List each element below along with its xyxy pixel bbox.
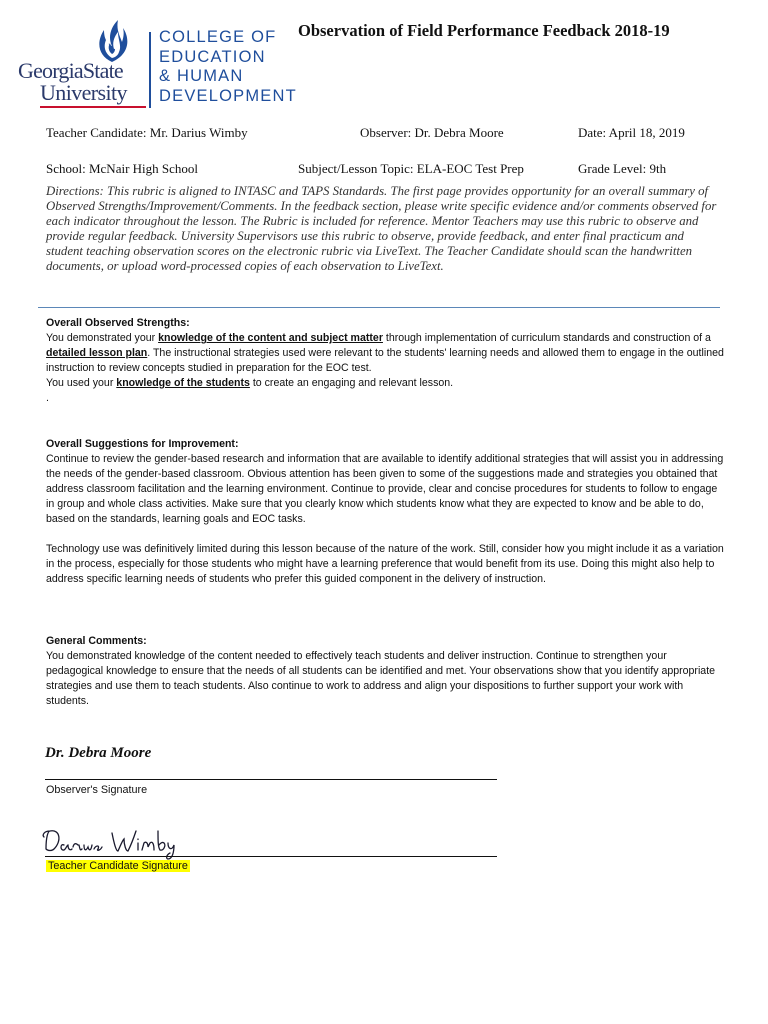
improvement-paragraph-1: Continue to review the gender-based research and information that are available to identify additional strategies that will assist you in addressing the needs of the gender-based classroom. Obvious attention has been given to some of the suggestions made and strategies you obtained that address classroom facilitation and the learning environment. Continue to provide, clear and concise procedures for students to follow to engage in group and whole class activities. Make sure that you clearly know which students know what they are expected to know and be able to do, based on the standards, learning goals and EOC tasks.: [46, 453, 724, 525]
observer-signature-label: Observer's Signature: [46, 784, 148, 796]
college-wordmark: COLLEGE OF EDUCATION & HUMAN DEVELOPMENT: [159, 28, 297, 105]
strengths-paragraph-1: You demonstrated your knowledge of the content and subject matter through implementation of curriculum standards and construction of a detailed lesson plan. The instructional strategies used were relevant to the students' learning needs and allowed them to engage in the outlined instruction to review concepts studied in preparation for the EOC test.: [46, 332, 724, 374]
improvement-paragraph-2: Technology use was definitively limited during this lesson because of the nature of the work. Still, consider how you might include it as a variation in the process, especially for those students who might have a learning preference that would benefit from its use. Doing this might also help to address specific learning needs of students who prefer this guided component in the delivery of instruction.: [46, 543, 724, 585]
logo-underline: [40, 106, 146, 108]
candidate-signature-label: [46, 860, 190, 872]
teacher-candidate-field: Teacher Candidate: Mr. Darius Wimby: [46, 125, 248, 140]
university-logo: [16, 16, 297, 112]
improvement-section: [46, 437, 726, 587]
subject-field: Subject/Lesson Topic: ELA-EOC Test Prep: [298, 161, 524, 176]
candidate-signature-line: [45, 856, 497, 857]
observer-signature-line: [45, 779, 497, 780]
directions-text: Directions: This rubric is aligned to INTASC and TAPS Standards. The first page provides opportunity for an overall summary of Observed Strengths/Improvement/Comments. In the feedback section, please write specific evidence and/or comments observed for each indicator throughout the lesson. The Rubric is included for reference. Mentor Teachers may use this rubric to observe and provide regular feedback. University Supervisors use this rubric to observe, provide feedback, and enter final practicum and student teaching observation scores on the electronic rubric via LiveText. The Teacher Candidate should scan the handwritten documents, or upload word-processed copies of each observation to LiveText.: [46, 184, 717, 274]
grade-field: Grade Level: 9th: [578, 161, 667, 176]
observer-signature-name: Dr. Debra Moore: [45, 745, 152, 761]
candidate-handwritten-signature: [40, 823, 200, 863]
improvement-heading: Overall Suggestions for Improvement:: [46, 438, 239, 450]
school-field: School: McNair High School: [46, 161, 199, 176]
highlighted-label: Teacher Candidate Signature: [48, 860, 188, 872]
document-title: Observation of Field Performance Feedback 2018-19: [298, 21, 670, 40]
comments-paragraph: You demonstrated knowledge of the content needed to effectively teach students and deliver instruction. Continue to strengthen your pedagogical knowledge to ensure that the needs of all students can be identified and met. Your observations show that you identify appropriate strategies and use them to teach students. Also continue to work to address and align your dispositions to further support your work with students.: [46, 650, 716, 707]
comments-heading: General Comments:: [46, 635, 147, 647]
date-field: Date: April 18, 2019: [578, 125, 685, 140]
comments-section: [46, 634, 726, 709]
underlined-phrase: knowledge of the students: [116, 377, 250, 389]
strengths-heading: Overall Observed Strengths:: [46, 317, 190, 329]
underlined-phrase: knowledge of the content and subject matter: [158, 332, 383, 344]
observer-field: Observer: Dr. Debra Moore: [360, 125, 504, 140]
strengths-paragraph-2: You used your knowledge of the students to create an engaging and relevant lesson.: [46, 377, 454, 389]
section-divider: [38, 307, 720, 308]
university-wordmark: GeorgiaState University: [18, 58, 127, 105]
logo-divider: [149, 32, 151, 108]
strengths-dot: .: [46, 392, 49, 404]
underlined-phrase: detailed lesson plan: [46, 347, 148, 359]
strengths-section: [46, 316, 726, 406]
